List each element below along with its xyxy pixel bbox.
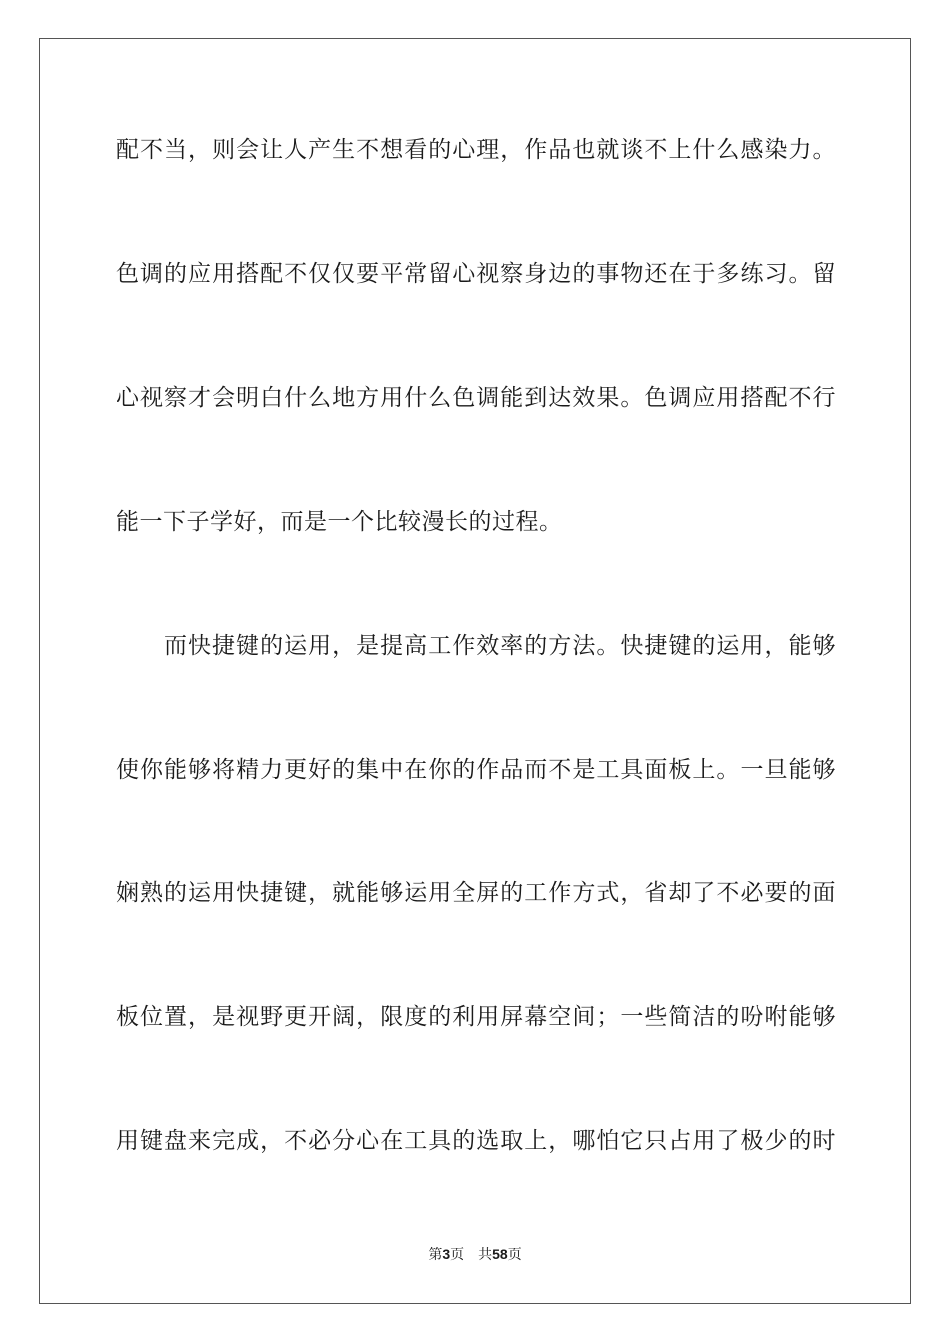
page-frame [39,38,911,1304]
body-text-line-7: 娴熟的运用快捷键，就能够运用全屏的工作方式，省却了不必要的面 [116,880,836,906]
page-total: 58 [492,1246,508,1262]
body-text-line-5: 而快捷键的运用，是提高工作效率的方法。快捷键的运用，能够 [164,633,836,659]
body-text-line-2: 色调的应用搭配不仅仅要平常留心视察身边的事物还在于多练习。留 [116,261,836,287]
body-text-line-9: 用键盘来完成，不必分心在工具的选取上，哪怕它只占用了极少的时 [116,1128,836,1154]
page-current: 3 [442,1246,451,1262]
body-text-line-6: 使你能够将精力更好的集中在你的作品而不是工具面板上。一旦能够 [116,757,836,783]
body-text-line-1: 配不当，则会让人产生不想看的心理，作品也就谈不上什么感染力。 [116,137,836,163]
body-text-line-3: 心视察才会明白什么地方用什么色调能到达效果。色调应用搭配不行 [116,385,836,411]
page-suffix: 页 [450,1247,465,1263]
body-text-line-8: 板位置，是视野更开阔，限度的利用屏幕空间；一些简洁的吩咐能够 [116,1004,836,1030]
page-footer [0,1244,950,1264]
total-prefix: 共 [478,1247,493,1263]
body-text-line-4: 能一下子学好，而是一个比较漫长的过程。 [116,509,563,535]
total-suffix: 页 [507,1247,522,1263]
page-prefix: 第 [428,1247,443,1263]
